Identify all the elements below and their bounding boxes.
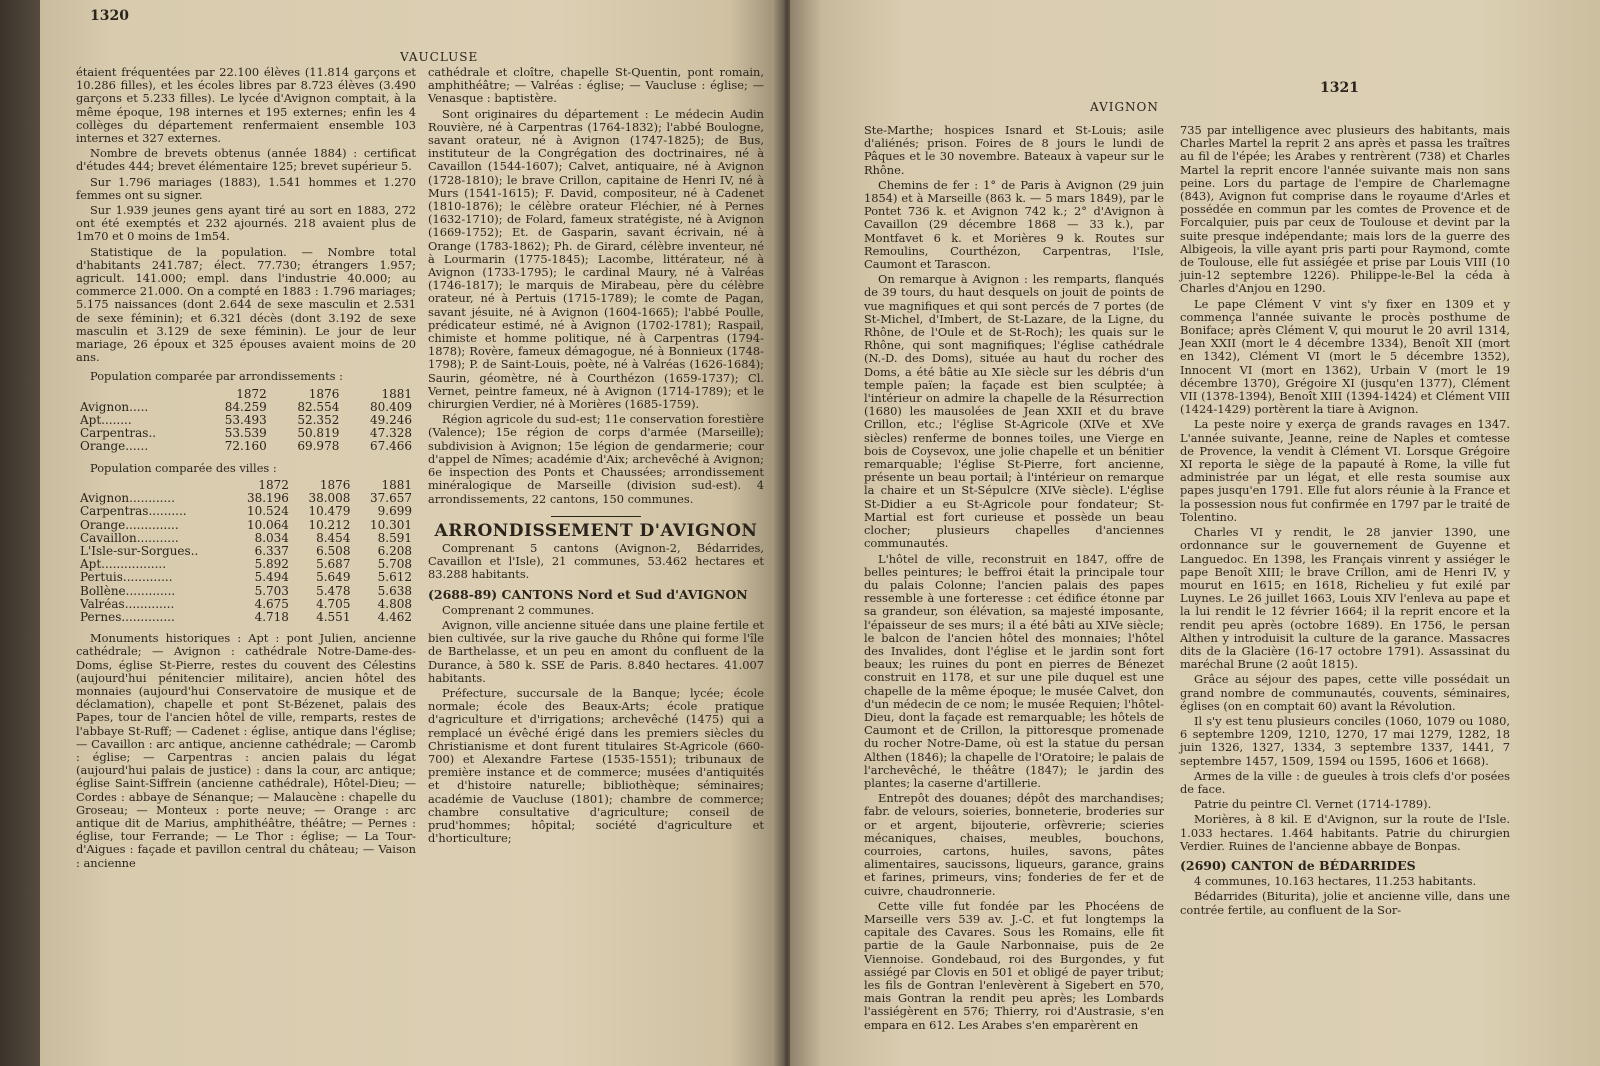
canton-heading: (2690) CANTON de BÉDARRIDES — [1180, 857, 1416, 873]
right-page — [790, 0, 1600, 1066]
right-column-1 — [864, 124, 1164, 1034]
canton-heading: (2688-89) CANTONS Nord et Sud d'AVIGNON — [428, 586, 748, 602]
section-heading: ARRONDISSEMENT D'AVIGNON — [434, 520, 758, 541]
year-header: 1876 — [319, 477, 351, 492]
paragraph: Comprenant 2 communes. — [442, 602, 595, 617]
paragraph: Monuments historiques : Apt : pont Julien, ancienne cathédrale; — Avignon : cathédrale Notre-Dame-des-Doms, église St-Pierre, restes du couvent des Célestins (aujourd'hui pénitencier militaire), ancien hôtel des monnaies (aujourd'hui Conservatoire de musique et de déclamation), chapelle et pont St-Bézenet, palais des Papes, tour de l'ancien hôtel de ville, remparts, restes de l'abbaye St-Ruff; — Cadenet : église, antique dans l'église; — Cavaillon : arc antique, ancienne cathédrale; — Caromb : église; — Carpentras : ancien palais du légat (aujourd'hui palais de justice) : dans la cour, arc antique; église Saint-Siffrein (ancienne cathédrale), Hôtel-Dieu; — Cordes : abbaye de Sénanque; — Malaucène : chapelle du Groseau; — Monteux : porte neuve; — Orange : arc antique dit de Marius, amphithéâtre, théâtre; — Pernes : église, tour Ferrande; — Le Thor : église; — La Tour-d'Aigues : façade et pavillon central du château; — Vaison : ancienne — [76, 631, 416, 870]
table-caption: Population comparée des villes : — [90, 460, 277, 475]
paragraph: On remarque à Avignon : les remparts, flanqués de 39 tours, du haut desquels on jouit de points de vue magnifiques et qui sont percés de 7 portes (de St-Michel, d'Imbert, de St-Lazare, de la Ligne, du Rhône, de l'Oule et de St-Roch); les quais sur le Rhône, qui sont magnifiques; l'église cathédrale (N.-D. des Doms), située au haut du rocher des Doms, a été bâtie au XIe siècle sur les débris d'un temple païen; la façade est bien sculptée; à l'intérieur on admire la chapelle de la Résurrection (1680) les mausolées de Jean XXII et du brave Crillon, etc.; l'église St-Agricole (XIVe et XVe siècles) renferme de bonnes toiles, une Vierge en bois de Coysevox, une jolie chapelle et un bénitier remarquable; l'église St-Pierre, fort ancienne, présente un beau portail; à l'intérieur on remarque la chaire et un St-Sépulcre (XIVe siècle). L'église St-Didier a eu St-Agricole pour fondateur; St-Martial est fort curieuse et possède un beau clocher; plusieurs chapelles d'anciennes communautés. — [864, 272, 1164, 551]
table-row: Orange...... 72.160 69.978 67.466 — [80, 439, 412, 454]
paragraph: Préfecture, succursale de la Banque; lycée; école normale; école des Beaux-Arts; école pratique d'agriculture et d'irrigations; archevêché (1475) qui a remplacé un évêché érigé dans les premiers siècles du Christianisme et dont furent titulaires St-Agricole (660-700) et Alexandre Fartese (1535-1551); tribunaux de première instance et de commerce; musées d'antiquités et d'histoire naturelle; bibliothèque; séminaires; académie de Vaucluse (1801); chambre de commerce; chambre consultative d'agriculture; conseil de prud'hommes; hôpital; société d'agriculture et d'horticulture; — [428, 685, 764, 846]
paragraph: Bédarrides (Biturita), jolie et ancienne ville, dans une contrée fertile, au confluent de la Sor- — [1180, 889, 1510, 917]
paragraph: Le pape Clément V vint s'y fixer en 1309 et y commença l'année suivante le procès posthume de Boniface; après Clément V, qui mourut le 20 avril 1314, Jean XXII (mort le 4 décembre 1334), Benoît XII (mort en 1342), Clément VI (mort le 5 décembre 1352), Innocent VI (mort en 1362), Urbain V (mort le 19 décembre 1370), Grégoire XI (jusqu'en 1377), Clément VII (1378-1394), Benoît XIII (1394-1424) et Clément VIII (1424-1429) portèrent la tiare à Avignon. — [1180, 296, 1510, 417]
left-page — [40, 0, 780, 1066]
paragraph: Armes de la ville : de gueules à trois clefs d'or posées de face. — [1180, 768, 1510, 796]
year-header: 1872 — [258, 477, 289, 492]
table-row: L'Isle-sur-Sorgues.. 6.337 6.508 6.208 — [80, 543, 412, 558]
paragraph: Sont originaires du département : Le médecin Audin Rouvière, né à Carpentras (1764-1832); l'abbé Boulogne, savant orateur, né à Avignon (1747-1825); de Bus, instituteur de la Congrégation des doctrinaires, né à Cavaillon (1544-1607); Calvet, antiquaire, né à Avignon (1728-1810); le brave Crillon, capitaine de Henri IV, né à Murs (1541-1615); F. David, compositeur, né à Cadenet (1810-1876); le célèbre orateur Fléchier, né à Pernes (1632-1710); de Folard, fameux stratégiste, né à Avignon (1669-1752); Et. de Gasparin, savant écrivain, né à Orange (1783-1862); Ph. de Girard, célèbre inventeur, né à Lourmarin (1775-1845); Lacombe, littérateur, né à Avignon (1733-1795); le cardinal Maury, né à Valréas (1746-1817); le marquis de Mirabeau, père du célèbre orateur, né à Pertuis (1715-1789); le comte de Pagan, savant jésuite, né à Avignon (1604-1665); l'abbé Poulle, prédicateur estimé, né à Avignon (1702-1781); Raspail, chimiste et homme politique, né à Carpentras (1794-1878); Rovère, fameux démagogue, né à Bonnieux (1748-1798); P. de Saint-Louis, poète, né à Valréas (1626-1684); Saurin, géomètre, né à Courthézon (1659-1737); Cl. Vernet, peintre fameux, né à Avignon (1714-1789); et le chirurgien Verdier, né à Morières (1685-1759). — [428, 106, 764, 412]
paragraph: Patrie du peintre Cl. Vernet (1714-1789). — [1194, 797, 1432, 812]
right-column-2 — [1180, 124, 1510, 919]
paragraph: Morières, à 8 kil. E d'Avignon, sur la route de l'Isle. 1.033 hectares. 1.464 habitants. Patrie du chirurgien Verdier. Ruines de l'ancienne abbaye de Bonpas. — [1180, 812, 1510, 853]
year-header: 1872 — [236, 386, 267, 401]
paragraph: Il s'y est tenu plusieurs conciles (1060, 1079 ou 1080, 6 septembre 1209, 1210, 1270, 17 mai 1279, 1282, 18 juin 1326, 1327, 1334, 3 septembre 1337, 1441, 7 septembre 1457, 1509, 1594 ou 1595, 1606 et 1668). — [1180, 713, 1510, 768]
page-number: 1321 — [1320, 80, 1359, 96]
table-row: Orange.............. 10.064 10.212 10.301 — [80, 517, 412, 532]
running-head: VAUCLUSE — [400, 50, 479, 64]
table-row: Avignon..... 84.259 82.554 80.409 — [80, 399, 412, 414]
table-row: Apt................. 5.892 5.687 5.708 — [80, 557, 412, 572]
paragraph: Avignon, ville ancienne située dans une plaine fertile et bien cultivée, sur la rive gauche du Rhône qui forme l'île de Barthelasse, et un peu en amont du confluent de la Durance, à 580 k. SSE de Paris. 8.840 hectares. 41.007 habitants. — [428, 617, 764, 685]
paragraph: L'hôtel de ville, reconstruit en 1847, offre de belles peintures; le beffroi était la principale tour du palais Colonne; l'ancien palais des papes ressemble à une forteresse : cet édifice étonne par sa grandeur, son élévation, sa majesté imposante, l'épaisseur de ses murs; il a été bâti au XIVe siècle; le balcon de l'ancien hôtel des monnaies; l'hôtel des Invalides, dont l'église et le jardin sont fort beaux; les ruines du pont en pierres de Bénezet construit en 1178, et sur une pile duquel est une chapelle de la même époque; le musée Calvet, don d'un médecin de ce nom; le musée Requien; l'hôtel-Dieu, dont la façade est remarquable; les hôtels de Caumont et de Crillon, la pittoresque promenade du rocher Notre-Dame, où est la statue du persan Althen (1846); la chapelle de l'Oratoire; le palais de l'archevêché, le théâtre (1847); le jardin des plantes; la caserne d'artillerie. — [864, 551, 1164, 790]
paragraph: Région agricole du sud-est; 11e conservation forestière (Valence); 15e région de corps d'armée (Marseille); subdivision à Avignon; 15e légion de gendarmerie; cour d'appel de Nîmes; académie d'Aix; archevêché à Avignon; 6e inspection des Ponts et Chaussées; arrondissement minéralogique de Marseille (division sud-est). 4 arrondissements, 22 cantons, 150 communes. — [428, 412, 764, 506]
table-caption: Population comparée par arrondissements : — [90, 369, 343, 384]
arrondissement-population-table — [76, 388, 416, 454]
paragraph: Comprenant 5 cantons (Avignon-2, Bédarrides, Cavaillon et l'Isle), 21 communes, 53.462 hectares et 83.288 habitants. — [428, 540, 764, 582]
left-column-1 — [76, 66, 416, 872]
year-header: 1881 — [381, 477, 412, 492]
paragraph: Grâce au séjour des papes, cette ville possédait un grand nombre de communautés, couvents, séminaires, églises (on en comptait 60) avant la Révolution. — [1180, 672, 1510, 713]
paragraph: 735 par intelligence avec plusieurs des habitants, mais Charles Martel la reprit 2 ans après et passa les traîtres au fil de l'épée; les Arabes y rentrèrent (738) et Charles Martel la reprit encore l'année suivante mais non sans peine. Lors du partage de l'empire de Charlemagne (843), Avignon fut comprise dans le royaume d'Arles et possédée en commun par les comtes de Provence et de Forcalquier, puis par ceux de Toulouse et devint par la suite presque indépendante; mais lors de la guerre des Albigeois, la ville ayant pris parti pour Raymond, comte de Toulouse, elle fut assiégée et prise par Louis VIII (10 juin-12 septembre 1226). Philippe-le-Bel la céda à Charles d'Anjou en 1290. — [1180, 123, 1510, 296]
table-row: Cavaillon........... 8.034 8.454 8.591 — [80, 530, 412, 545]
paragraph: cathédrale et cloître, chapelle St-Quentin, pont romain, amphithéâtre; — Valréas : église; — Vaucluse : église; — Venasque : baptistère. — [428, 65, 764, 106]
table-row: Carpentras.. 53.539 50.819 47.328 — [80, 426, 412, 441]
running-head: AVIGNON — [1090, 100, 1159, 114]
table-row: Bollène............. 5.703 5.478 5.638 — [80, 583, 412, 598]
paragraph: Chemins de fer : 1° de Paris à Avignon (29 juin 1854) et à Marseille (863 k. — 5 mars 1849), par le Pontet 736 k. et Avignon 742 k.; 2° d'Avignon à Cavaillon (29 décembre 1868 — 33 k.), par Montfavet 6 k. et Morières 9 k. Routes sur Remoulins, Courthézon, Carpentras, l'Isle, Caumont et Tarascon. — [864, 177, 1164, 272]
paragraph: Charles VI y rendit, le 28 janvier 1390, une ordonnance sur le gouvernement de Guyenne et Languedoc. En 1398, les Français vinrent y assiéger le pape Benoît XIII; le brave Crillon, ami de Henri IV, y mourut en 1615; en 1618, Richelieu y fut exilé par Luynes. Le 26 juillet 1663, Louis XIV l'enleva au pape et la lui rendit le 12 février 1664; il la reprit encore et la rendit peu après (octobre 1689). En 1756, le persan Althen y introduisit la culture de la garance. Massacres dits de la Glacière (16-17 octobre 1791). Assassinat du maréchal Brune (2 août 1815). — [1180, 525, 1510, 672]
year-header: 1876 — [308, 386, 340, 401]
table-row: Carpentras.......... 10.524 10.479 9.699 — [80, 504, 412, 519]
paragraph: Entrepôt des douanes; dépôt des marchandises; fabr. de velours, soieries, bonneterie, broderies sur or et argent, bijouterie, orfèvrerie; scieries mécaniques, chaises, meubles, bouchons, courroies, cartons, huiles, savons, pâtes alimentaires, saucissons, liqueurs, garance, grains et farines, primeurs, vins; fonderies de fer et de cuivre, chaudronnerie. — [864, 791, 1164, 898]
paragraph: étaient fréquentées par 22.100 élèves (11.814 garçons et 10.286 filles), et les écoles libres par 8.723 élèves (3.490 garçons et 5.233 filles). Le lycée d'Avignon comptait, à la même époque, 198 internes et 195 externes; enfin les 4 collèges du département renfermaient ensemble 103 internes et 327 externes. — [76, 65, 416, 146]
page-number: 1320 — [90, 8, 129, 24]
table-row: Valréas............. 4.675 4.705 4.808 — [80, 596, 412, 611]
paragraph: 4 communes, 10.163 hectares, 11.253 habitants. — [1194, 874, 1477, 889]
table-row: Apt........ 53.493 52.352 49.246 — [80, 413, 412, 428]
paragraph: Sur 1.939 jeunes gens ayant tiré au sort en 1883, 272 ont été exemptés et 232 ajournés. 218 avaient plus de 1m70 et 0 moins de 1m54. — [76, 203, 416, 244]
left-column-2 — [428, 66, 764, 847]
year-header: 1881 — [381, 386, 412, 401]
table-row: Avignon............ 38.196 38.008 37.657 — [80, 491, 412, 506]
paragraph: Ste-Marthe; hospices Isnard et St-Louis; asile d'aliénés; prison. Foires de 8 jours le lundi de Pâques et le 30 novembre. Bateaux à vapeur sur le Rhône. — [864, 123, 1164, 177]
table-row: Pertuis............. 5.494 5.649 5.612 — [80, 570, 412, 585]
paragraph: Statistique de la population. — Nombre total d'habitants 241.787; élect. 77.730; étrangers 1.957; agricult. 141.000; empl. dans l'industrie 40.000; au commerce 21.000. On a compté en 1883 : 1.796 mariages; 5.175 naissances (dont 2.644 de sexe masculin et 2.531 de sexe féminin); et 6.321 décès (dont 3.192 de sexe masculin et 3.129 de sexe féminin). Le jour de leur mariage, 26 époux et 325 épouses avaient moins de 20 ans. — [76, 244, 416, 365]
paragraph: Cette ville fut fondée par les Phocéens de Marseille vers 539 av. J.-C. et fut longtemps la capitale des Cavares. Sous les Romains, elle fit partie de la Gaule Narbonnaise, puis de 2e Viennoise. Gondebaud, roi des Burgondes, y fut assiégé par Clovis en 501 et obligé de payer tribut; les fils de Gontran l'enlevèrent à Sigebert en 570, mais Gontran la rendit peu après; les Lombards l'assiégèrent en 576; Thierry, roi d'Austrasie, s'en empara en 612. Les Arabes s'en emparèrent en — [864, 898, 1164, 1032]
table-row: Pernes.............. 4.718 4.551 4.462 — [80, 609, 412, 624]
paragraph: La peste noire y exerça de grands ravages en 1347. L'année suivante, Jeanne, reine de Naples et comtesse de Provence, la vendit à Clément VI. Lorsque Grégoire XI reporta le siège de la papauté à Rome, la ville fut administrée par un légat, et elle resta soumise aux papes jusqu'en 1791. Elle fut alors réunie à la France et la possession nous fut confirmée en 1797 par le traité de Tolentino. — [1180, 417, 1510, 524]
paragraph: Sur 1.796 mariages (1883), 1.541 hommes et 1.270 femmes ont su signer. — [76, 174, 416, 202]
town-population-table — [76, 479, 416, 624]
paragraph: Nombre de brevets obtenus (année 1884) : certificat d'études 444; brevet élémentaire 125; brevet supérieur 5. — [76, 146, 416, 174]
section-divider — [551, 516, 641, 517]
